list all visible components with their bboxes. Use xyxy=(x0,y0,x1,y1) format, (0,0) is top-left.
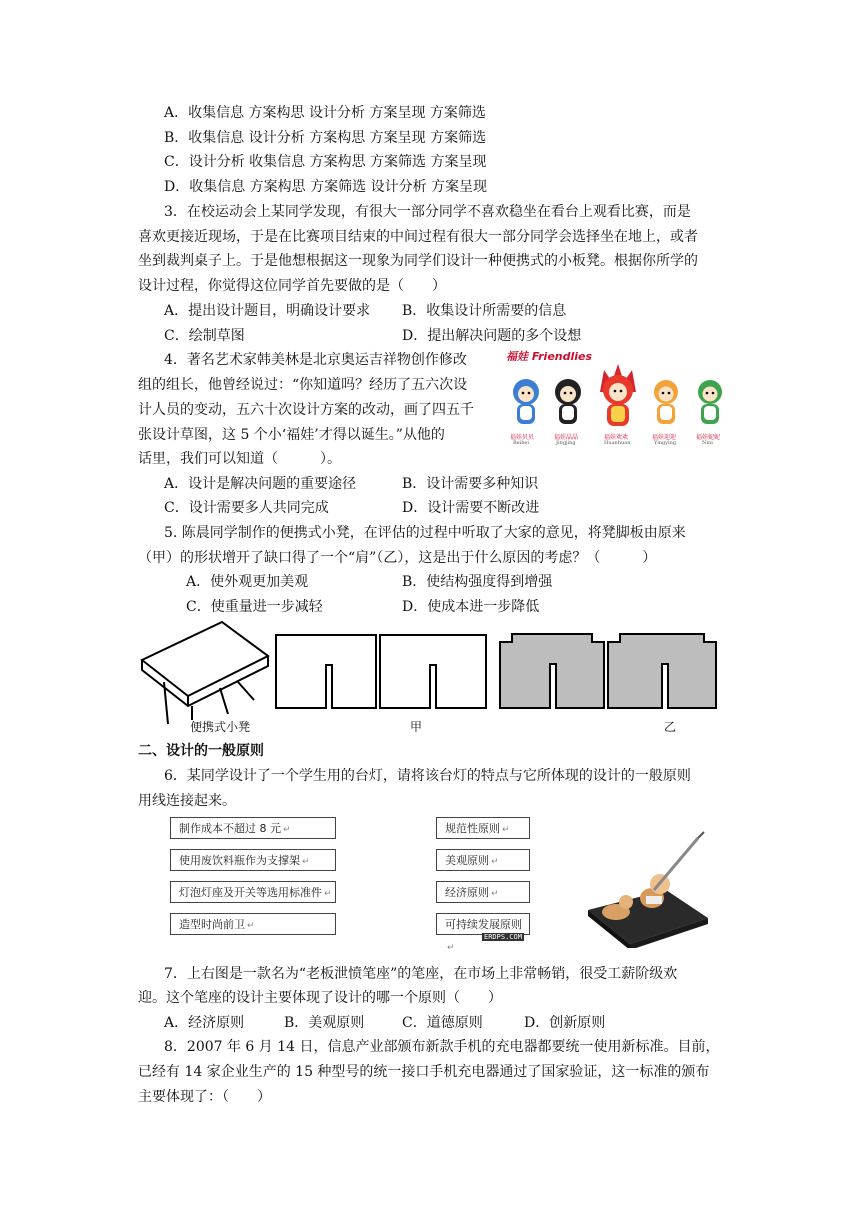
caption-yi: 乙 xyxy=(664,720,677,734)
q2-option-c: C．设计分析 收集信息 方案构思 方案筛选 方案呈现 xyxy=(164,154,487,170)
q3-option-c: C．绘制草图 xyxy=(164,328,245,344)
portable-stool-drawing xyxy=(142,622,268,724)
q7-option-b: B．美观原则 xyxy=(284,1015,365,1031)
q5-line-1: 5. 陈晨同学制作的便携式小凳，在评估的过程中听取了大家的意见，将凳脚板由原来 xyxy=(164,525,686,541)
q2-option-a: A．收集信息 方案构思 设计分析 方案呈现 方案筛选 xyxy=(164,105,486,121)
q8-line-1: 8．2007 年 6 月 14 日，信息产业部颁布新款手机的充电器都要统一使用新标准。目前， xyxy=(164,1039,720,1055)
q7-line-2: 迎。这个笔座的设计主要体现了设计的哪一个原则（ ） xyxy=(138,990,502,1006)
q4-option-b: B．设计需要多种知识 xyxy=(402,476,539,492)
q3-option-b: B．收集设计所需要的信息 xyxy=(402,303,567,319)
q3-line-1: 3．在校运动会上某同学发现，有很大一部分同学不喜欢稳坐在看台上观看比赛，而是 xyxy=(164,204,691,220)
mascot-caption-nini: 福娃妮妮 xyxy=(696,434,721,441)
q5-option-d: D．使成本进一步降低 xyxy=(402,599,540,615)
return-mark-icon: ↵ xyxy=(247,921,255,931)
q4-option-c: C．设计需要多人共同完成 xyxy=(164,500,329,516)
principle-box-aesthetic[interactable] xyxy=(436,849,530,871)
q7-option-a: A．经济原则 xyxy=(164,1015,245,1031)
fuwa-mascots-image xyxy=(500,348,736,448)
principle-aesthetic-label: 美观原则 xyxy=(445,854,489,867)
mascot-latin-jingjing: Jingjing xyxy=(556,440,576,446)
q6-line-1: 6．某同学设计了一个学生用的台灯，请将该台灯的特点与它所体现的设计的一般原则 xyxy=(164,768,691,784)
feature-bottle-label: 使用废饮料瓶作为支撑架 xyxy=(179,854,300,867)
stool-figures xyxy=(130,620,730,730)
q4-line-2: 组的组长，他曾经说过：“你知道吗？经历了五六次设 xyxy=(138,377,468,393)
q8-line-2: 已经有 14 家企业生产的 15 种型号的统一接口手机充电器通过了国家验证，这一标准的颁布 xyxy=(138,1064,710,1080)
return-mark-icon: ↵ xyxy=(447,943,455,953)
mascot-latin-nini: Nini xyxy=(702,440,713,446)
feature-standard-label: 灯泡灯座及开关等选用标准件 xyxy=(179,886,322,899)
fuwa-logo: 福娃 Friendlies xyxy=(506,350,593,363)
section-2-title: 二、设计的一般原则 xyxy=(138,743,264,759)
return-mark-icon: ↵ xyxy=(502,825,510,835)
feature-cost-label: 制作成本不超过 8 元 xyxy=(179,822,281,835)
principle-standard-label: 规范性原则 xyxy=(445,822,500,835)
principle-sustainable-label: 可持续发展原则 xyxy=(445,918,522,931)
principle-box-standard[interactable] xyxy=(436,817,530,839)
feature-box-style[interactable] xyxy=(170,913,336,935)
q6-line-2: 用线连接起来。 xyxy=(138,793,236,809)
feature-box-bottle[interactable] xyxy=(170,849,336,871)
mascot-caption-beibei: 福娃贝贝 xyxy=(510,434,535,441)
q5-option-a: A．使外观更加美观 xyxy=(186,574,309,590)
q3-line-3: 坐到裁判桌子上。于是他想根据这一现象为同学们设计一种便携式的小板凳。根据你所学的 xyxy=(138,253,698,269)
q3-option-a: A．提出设计题目，明确设计要求 xyxy=(164,303,371,319)
mascot-latin-yingying: Yingying xyxy=(654,440,677,446)
caption-jia: 甲 xyxy=(410,720,423,734)
q7-line-1: 7．上右图是一款名为“老板泄愤笔座”的笔座，在市场上非常畅销，很受工薪阶级欢 xyxy=(164,966,678,982)
feature-style-label: 造型时尚前卫 xyxy=(179,918,245,931)
q3-line-4: 设计过程，你觉得这位同学首先要做的是（ ） xyxy=(138,278,446,294)
mascot-yingying xyxy=(654,380,678,424)
q4-line-4: 张设计草图，这 5 个小‘福娃’才得以诞生。”从他的 xyxy=(138,427,445,443)
mascot-latin-beibei: Beibei xyxy=(513,440,529,446)
mascot-huanhuan xyxy=(600,364,636,426)
return-mark-icon: ↵ xyxy=(283,825,291,835)
q2-option-d: D．收集信息 方案构思 方案筛选 设计分析 方案呈现 xyxy=(164,179,488,195)
board-jia xyxy=(276,635,486,708)
q4-line-5: 话里，我们可以知道（ ）。 xyxy=(138,451,341,467)
mascot-nini xyxy=(698,380,722,424)
board-yi xyxy=(500,634,716,708)
pen-holder-image xyxy=(582,818,712,948)
mascot-caption-jingjing: 福娃晶晶 xyxy=(554,434,579,441)
mascot-caption-huanhuan: 福娃欢欢 xyxy=(604,434,629,441)
q5-option-c: C．使重量进一步减轻 xyxy=(186,599,323,615)
watermark: ERDPS.COM xyxy=(484,933,522,941)
feature-box-standard[interactable] xyxy=(170,881,336,903)
q4-line-1: 4．著名艺术家韩美林是北京奥运吉祥物创作修改 xyxy=(164,352,467,368)
q8-line-3: 主要体现了：（ ） xyxy=(138,1089,271,1105)
q3-option-d: D．提出解决问题的多个设想 xyxy=(402,328,582,344)
mascot-caption-yingying: 福娃迎迎 xyxy=(652,434,677,441)
mascot-beibei xyxy=(513,379,539,424)
q2-option-b: B．收集信息 设计分析 方案构思 方案呈现 方案筛选 xyxy=(164,130,487,146)
q5-line-2: （甲）的形状增开了缺口得了一个“肩”（乙），这是出于什么原因的考虑？（ ） xyxy=(138,550,657,566)
principle-box-economic[interactable] xyxy=(436,881,530,903)
caption-portable-stool: 便携式小凳 xyxy=(190,720,251,734)
q4-line-3: 计人员的变动，五六十次设计方案的改动，画了四五千 xyxy=(138,402,474,418)
principle-economic-label: 经济原则 xyxy=(445,886,489,899)
q7-option-d: D．创新原则 xyxy=(524,1015,606,1031)
return-mark-icon: ↵ xyxy=(491,889,499,899)
q7-option-c: C．道德原则 xyxy=(402,1015,483,1031)
return-mark-icon: ↵ xyxy=(324,889,332,899)
return-mark-icon: ↵ xyxy=(302,857,310,867)
q5-option-b: B．使结构强度得到增强 xyxy=(402,574,553,590)
mascot-jingjing xyxy=(555,379,581,424)
mascot-latin-huanhuan: Huanhuan xyxy=(604,440,631,446)
q3-line-2: 喜欢更接近现场，于是在比赛项目结束的中间过程有很大一部分同学会选择坐在地上，或者 xyxy=(138,229,698,245)
feature-box-cost[interactable] xyxy=(170,817,336,839)
q4-option-d: D．设计需要不断改进 xyxy=(402,500,540,516)
q4-option-a: A．设计是解决问题的重要途径 xyxy=(164,476,357,492)
return-mark-icon: ↵ xyxy=(491,857,499,867)
